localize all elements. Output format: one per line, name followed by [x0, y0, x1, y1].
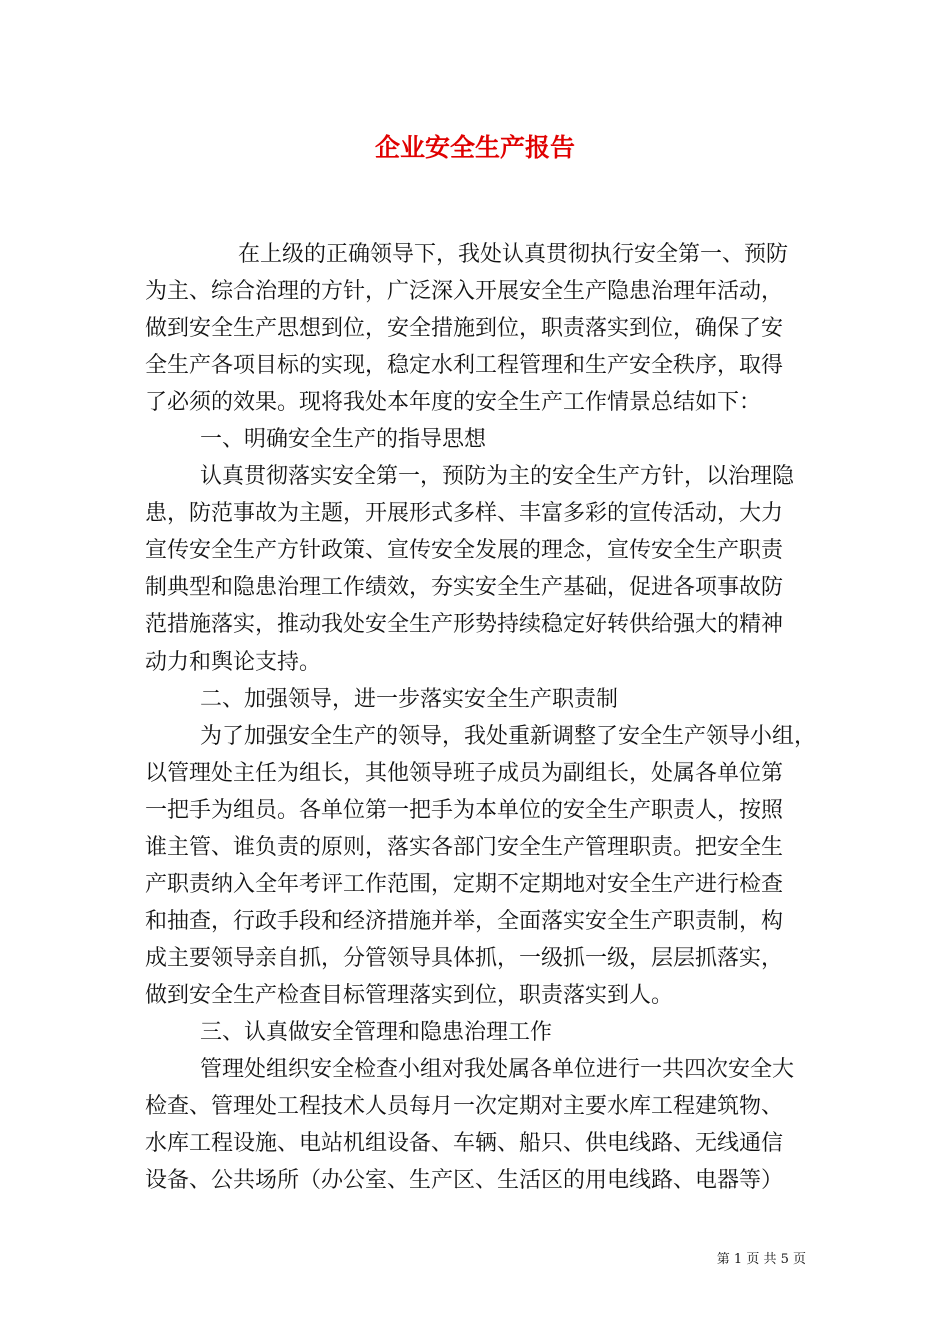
paragraph-line: 制典型和隐患治理工作绩效，夯实安全生产基础，促进各项事故防 [145, 575, 784, 601]
paragraph-line: 做到安全生产检查目标管理落实到位，职责落实到人。 [145, 982, 674, 1008]
section-heading: 三、认真做安全管理和隐患治理工作 [200, 1019, 553, 1045]
paragraph-line: 宣传安全生产方针政策、宣传安全发展的理念，宣传安全生产职责 [145, 538, 784, 564]
paragraph-line: 认真贯彻落实安全第一，预防为主的安全生产方针，以治理隐 [200, 464, 795, 490]
section-heading: 二、加强领导，进一步落实安全生产职责制 [200, 686, 619, 712]
paragraph-line: 范措施落实，推动我处安全生产形势持续稳定好转供给强大的精神 [145, 612, 784, 638]
paragraph-line: 了必须的效果。现将我处本年度的安全生产工作情景总结如下： [145, 390, 762, 416]
paragraph-line: 动力和舆论支持。 [145, 649, 322, 675]
paragraph-line: 管理处组织安全检查小组对我处属各单位进行一共四次安全大 [200, 1057, 795, 1083]
paragraph-line: 为主、综合治理的方针，广泛深入开展安全生产隐患治理年活动， [145, 279, 784, 305]
paragraph-line: 一把手为组员。各单位第一把手为本单位的安全生产职责人，按照 [145, 797, 784, 823]
paragraph-line: 成主要领导亲自抓，分管领导具体抓，一级抓一级，层层抓落实， [145, 945, 784, 971]
paragraph-line: 患，防范事故为主题，开展形式多样、丰富多彩的宣传活动，大力 [145, 501, 784, 527]
paragraph-line: 做到安全生产思想到位，安全措施到位，职责落实到位，确保了安 [145, 316, 784, 342]
document-title: 企业安全生产报告 [374, 133, 575, 162]
paragraph-line: 设备、公共场所（办公室、生产区、生活区的用电线路、电器等） [145, 1168, 784, 1194]
paragraph-line: 在上级的正确领导下，我处认真贯彻执行安全第一、预防 [238, 242, 789, 267]
paragraph-line: 全生产各项目标的实现，稳定水利工程管理和生产安全秩序，取得 [145, 353, 784, 379]
page-number: 第 1 页 共 5 页 [716, 1252, 806, 1267]
paragraph-line: 产职责纳入全年考评工作范围，定期不定期地对安全生产进行检查 [145, 871, 784, 897]
document-body [145, 236, 825, 1199]
section-heading: 一、明确安全生产的指导思想 [200, 427, 487, 453]
paragraph-line: 水库工程设施、电站机组设备、车辆、船只、供电线路、无线通信 [145, 1131, 784, 1157]
paragraph-line: 和抽查，行政手段和经济措施并举，全面落实安全生产职责制，构 [145, 908, 784, 934]
paragraph-line: 检查、管理处工程技术人员每月一次定期对主要水库工程建筑物、 [145, 1094, 784, 1120]
paragraph-line: 以管理处主任为组长，其他领导班子成员为副组长，处属各单位第 [145, 760, 784, 786]
paragraph-line: 为了加强安全生产的领导，我处重新调整了安全生产领导小组， [200, 723, 817, 749]
paragraph-line: 谁主管、谁负责的原则，落实各部门安全生产管理职责。把安全生 [145, 834, 784, 860]
